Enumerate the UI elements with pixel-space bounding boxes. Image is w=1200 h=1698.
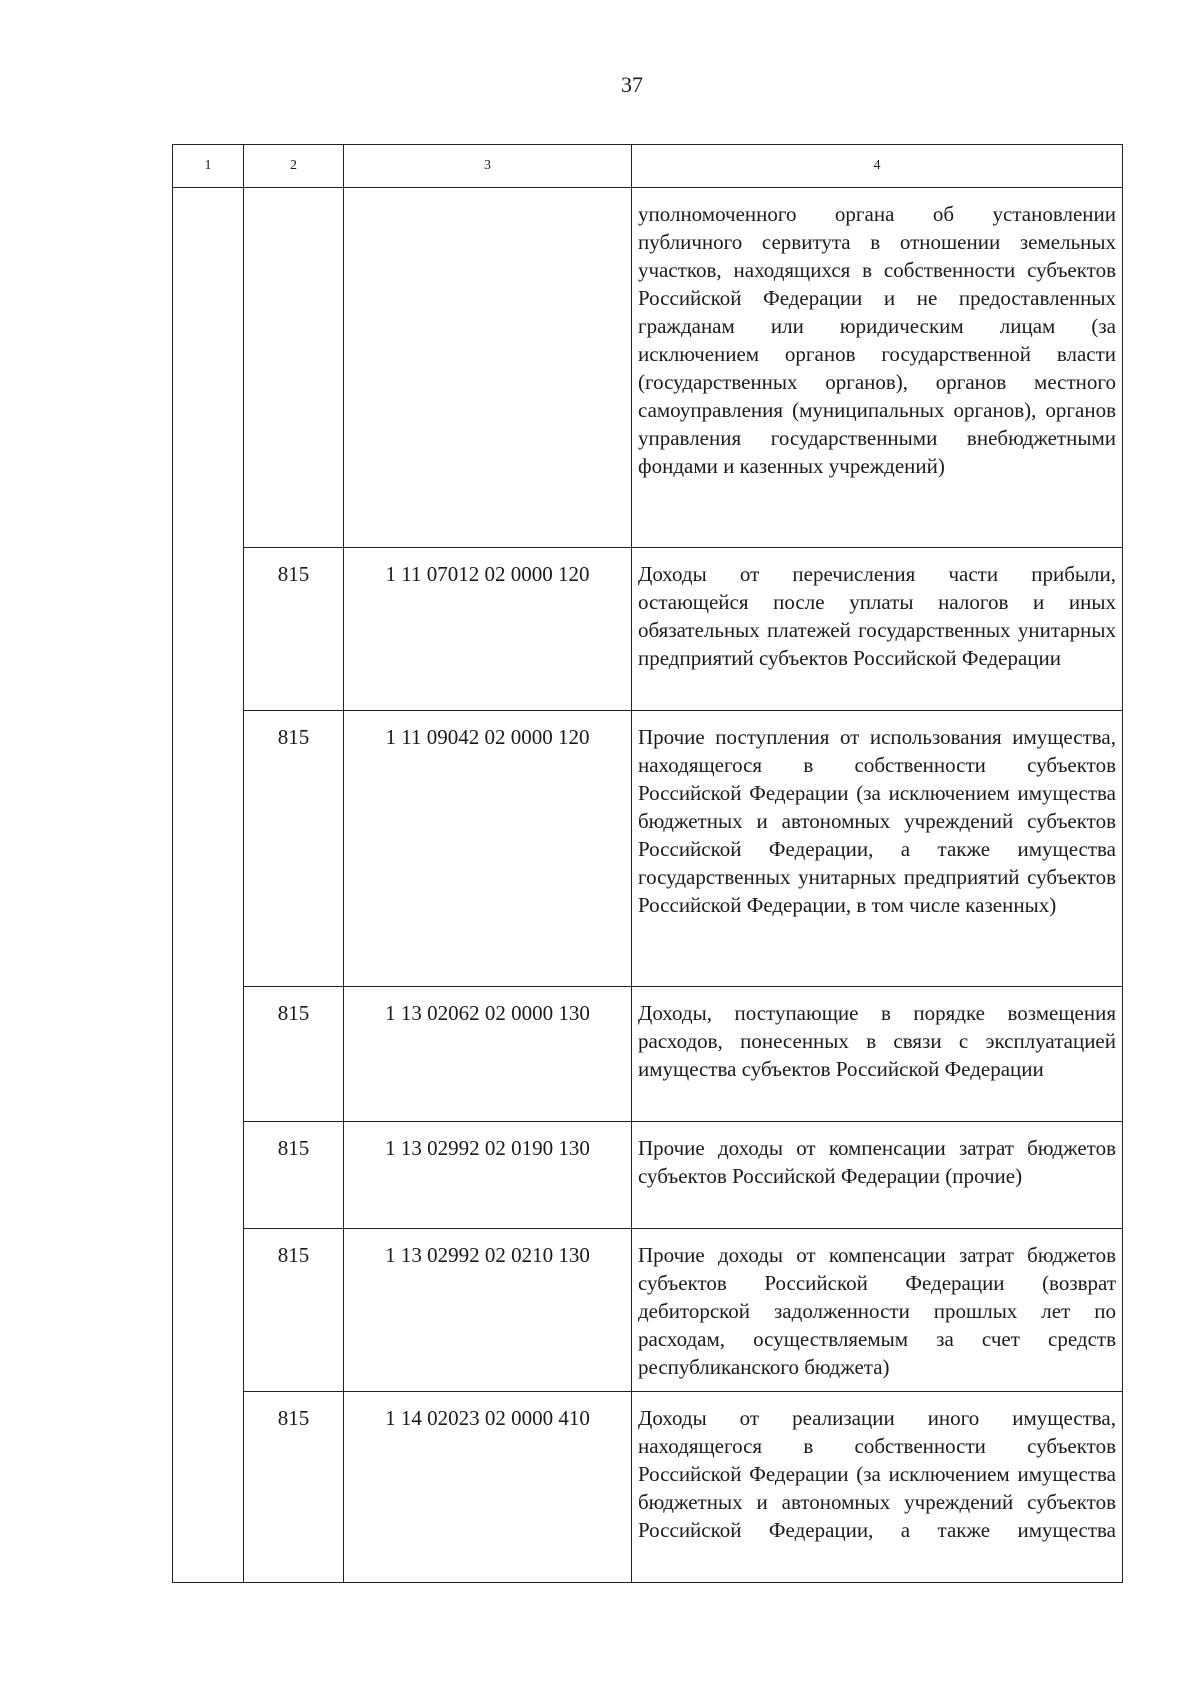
income-code-cell: 1 11 09042 02 0000 120 [344,711,632,987]
admin-code-cell: 815 [244,987,344,1122]
header-col-1: 1 [173,145,244,188]
description-cell: уполномоченного органа об установлении публичного сервитута в отношении земельных участков, находящихся в собственности субъектов Российской Федерации и не предоставленных гражданам или юридическим лицам (за исключением органов государственной власти (государственных органов), органов местного самоуправления (муниципальных органов), органов управления государственными внебюджетными фондами и казенных учреждений) [632,188,1123,548]
income-code-cell: 1 13 02992 02 0190 130 [344,1122,632,1229]
table-row [173,1229,1123,1392]
admin-code-cell [244,188,344,548]
admin-code-cell: 815 [244,1122,344,1229]
table-row [173,1392,1123,1583]
description-cell: Прочие поступления от использования имущества, находящегося в собственности субъектов Российской Федерации (за исключением имущества бюджетных и автономных учреждений субъектов Российской Федерации, а также имущества государственных унитарных предприятий субъектов Российской Федерации, в том числе казенных) [632,711,1123,987]
admin-code-cell: 815 [244,548,344,711]
income-code-cell: 1 13 02062 02 0000 130 [344,987,632,1122]
admin-code-cell: 815 [244,1392,344,1583]
description-cell: Доходы, поступающие в порядке возмещения расходов, понесенных в связи с эксплуатацией имущества субъектов Российской Федерации [632,987,1123,1122]
income-codes-table [172,144,1123,1583]
description-cell: Прочие доходы от компенсации затрат бюджетов субъектов Российской Федерации (возврат дебиторской задолженности прошлых лет по расходам, осуществляемым за счет средств республиканского бюджета) [632,1229,1123,1392]
admin-code-cell: 815 [244,711,344,987]
table-row [173,1122,1123,1229]
income-code-cell [344,188,632,548]
col-1-merged-cell [173,188,244,1583]
table-row [173,548,1123,711]
header-col-2: 2 [244,145,344,188]
page-number: 37 [621,72,643,97]
income-code-cell: 1 11 07012 02 0000 120 [344,548,632,711]
header-col-4: 4 [632,145,1123,188]
income-code-cell: 1 13 02992 02 0210 130 [344,1229,632,1392]
table-row [173,711,1123,987]
income-code-cell: 1 14 02023 02 0000 410 [344,1392,632,1583]
description-cell: Доходы от перечисления части прибыли, остающейся после уплаты налогов и иных обязательных платежей государственных унитарных предприятий субъектов Российской Федерации [632,548,1123,711]
table-row [173,987,1123,1122]
admin-code-cell: 815 [244,1229,344,1392]
table-row-continuation [173,188,1123,548]
header-col-3: 3 [344,145,632,188]
header-row [173,145,1123,188]
description-cell: Доходы от реализации иного имущества, находящегося в собственности субъектов Российской Федерации (за исключением имущества бюджетных и автономных учреждений субъектов Российской Федерации, а также имущества [632,1392,1123,1583]
description-cell: Прочие доходы от компенсации затрат бюджетов субъектов Российской Федерации (прочие) [632,1122,1123,1229]
